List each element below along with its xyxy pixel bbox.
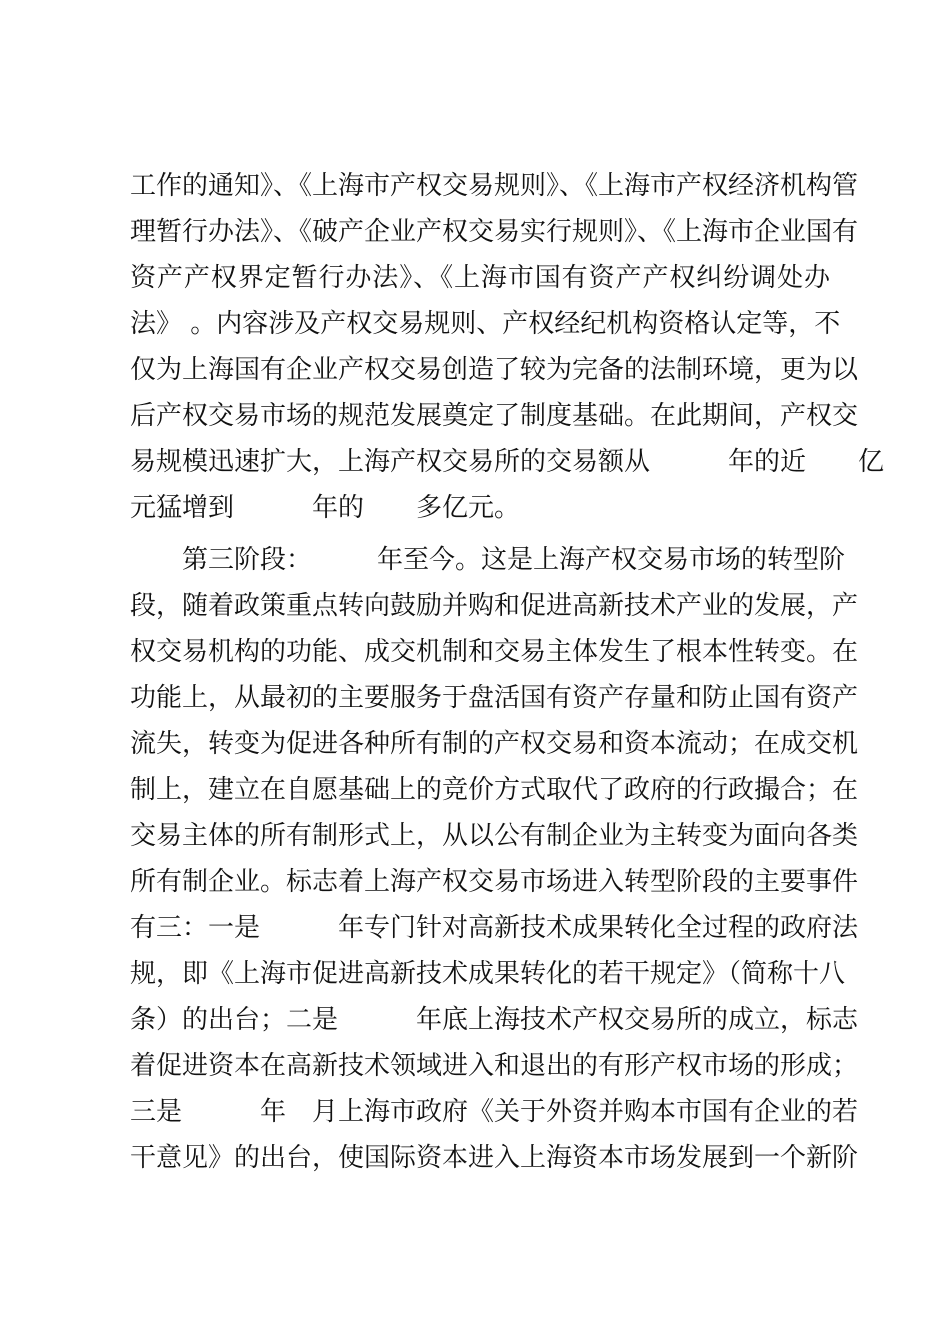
paragraph-stage-three-heading: 第三阶段： 年至今。这是上海产权交易市场的转型阶 (182, 545, 846, 575)
text-line-11: 权交易机构的功能、成交机制和交易主体发生了根本性转变。在 (130, 637, 859, 667)
text-line-19: 条）的出台；二是 年底上海技术产权交易所的成立，标志 (130, 1005, 859, 1035)
text-line-14: 制上，建立在自愿基础上的竞价方式取代了政府的行政撮合；在 (130, 775, 859, 805)
text-line-3: 资产产权界定暂行办法》、《上海市国有资产产权纠纷调处办 (130, 263, 830, 293)
text-line-8: 元猛增到 年的 多亿元。 (130, 493, 521, 523)
text-line-5: 仅为上海国有企业产权交易创造了较为完备的法制环境，更为以 (130, 355, 859, 385)
text-line-22: 干意见》的出台，使国际资本进入上海资本市场发展到一个新阶 (130, 1143, 859, 1173)
text-line-17: 有三：一是 年专门针对高新技术成果转化全过程的政府法 (130, 913, 859, 943)
text-line-16: 所有制企业。标志着上海产权交易市场进入转型阶段的主要事件 (130, 867, 859, 897)
text-line-6: 后产权交易市场的规范发展奠定了制度基础。在此期间，产权交 (130, 401, 859, 431)
text-line-7: 易规模迅速扩大，上海产权交易所的交易额从 年的近 亿 (130, 447, 885, 477)
text-line-12: 功能上，从最初的主要服务于盘活国有资产存量和防止国有资产 (130, 683, 859, 713)
text-line-10: 段，随着政策重点转向鼓励并购和促进高新技术产业的发展，产 (130, 591, 859, 621)
text-line-2: 理暂行办法》、《破产企业产权交易实行规则》、《上海市企业国有 (130, 217, 859, 247)
text-line-15: 交易主体的所有制形式上，从以公有制企业为主转变为面向各类 (130, 821, 859, 851)
text-line-4: 法》 。内容涉及产权交易规则、产权经纪机构资格认定等，不 (130, 309, 841, 339)
text-line-18: 规，即《上海市促进高新技术成果转化的若干规定》（简称十八 (130, 959, 846, 989)
text-line-13: 流失，转变为促进各种所有制的产权交易和资本流动；在成交机 (130, 729, 859, 759)
text-line-1: 工作的通知》、《上海市产权交易规则》、《上海市产权经济机构管 (130, 171, 859, 201)
text-line-21: 三是 年 月上海市政府《关于外资并购本市国有企业的若 (130, 1097, 859, 1127)
text-line-20: 着促进资本在高新技术领域进入和退出的有形产权市场的形成； (130, 1051, 859, 1081)
